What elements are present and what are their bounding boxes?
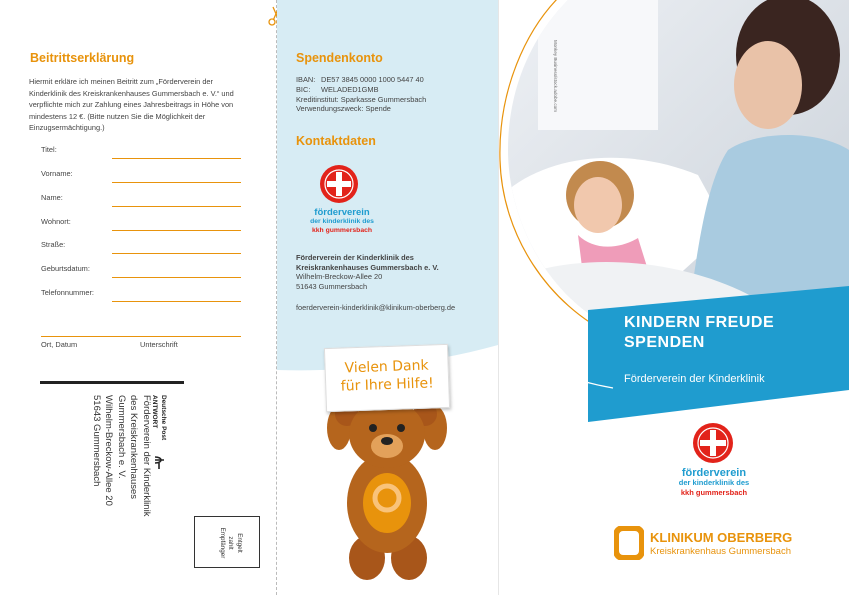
contact-email[interactable]: foerderverein-kinderklinik@klinikum-oberberg.de [296,303,456,312]
klinikum-logo-icon [614,526,644,560]
reply-card-bar [40,381,184,384]
field-wohnort[interactable]: Wohnort: [41,217,241,231]
field-titel[interactable]: Titel: [41,145,241,159]
field-vorname[interactable]: Vorname: [41,169,241,183]
photo-credit: Monkey Business/stock.adobe.com [553,40,558,113]
iban-value: DE57 3845 0000 1000 5447 40 [321,75,424,84]
stamp-box: Entgelt zahlt Empfänger [194,516,260,568]
clinic-sub: Kreiskrankenhaus Gummersbach [650,546,791,557]
membership-title: Beitrittserklärung [30,51,135,65]
clinic-name: KLINIKUM OBERBERG [650,530,793,545]
postal-type: ANTWORT [151,395,158,429]
thank-you-sign: Vielen Dank für Ihre Hilfe! [324,344,450,412]
field-geburtsdatum[interactable]: Geburtsdatum: [41,264,241,278]
foerderverein-logo: förderverein der kinderklinik des kkh gummersbach [297,160,387,245]
cover-foerderverein-logo: förderverein der kinderklinik des kkh gummersbach [656,418,772,506]
cover-logo-cross-icon [690,420,736,466]
blue-banner-shape [498,280,849,430]
cover-headline: KINDERN FREUDE SPENDEN [624,314,775,351]
donation-rows: IBAN: DE57 3845 0000 1000 5447 40 BIC: WELADED1GMB Kreditinstitut: Sparkasse Gummersbach Verwendungszweck: Spende [296,75,427,114]
donation-panel [277,0,498,595]
signature-label: Unterschrift [140,340,178,349]
contact-address: Förderverein der Kinderklinik des Kreiskrankenhauses Gummersbach e. V. Wilhelm-Breckow-Allee 20 51643 Gummersbach [296,253,439,291]
reply-address: Förderverein der Kinderklinik des Kreiskrankenhauses Gummersbach e. V. Wilhelm-Breckow-Allee 20 51643 Gummersbach [91,395,152,517]
contact-title: Kontaktdaten [296,134,376,148]
field-telefonnummer[interactable]: Telefonnummer: [41,288,241,302]
membership-panel [0,0,276,595]
cover-panel [498,0,849,595]
postal-brand: Deutsche Post [160,395,167,441]
field-name[interactable]: Name: [41,193,241,207]
logo-cross-icon [317,162,361,206]
donation-title: Spendenkonto [296,51,383,65]
posthorn-icon [152,455,166,471]
place-date-label: Ort, Datum [41,340,78,349]
field-strasse[interactable]: Straße: [41,240,241,254]
signature-line[interactable] [41,336,241,337]
cover-subtitle: Förderverein der Kinderklinik [624,373,765,385]
fold-line [498,0,499,595]
bic-value: WELADED1GMB [321,84,379,94]
membership-body: Hiermit erkläre ich meinen Beitritt zum „Förderverein der Kinderklinik des Kreiskrankenhauses Gummersbach e. V.“ und verpflichte mich zur Zahlung eines Jahresbeitrags in Höhe von mindestens 12 €. (Bitte nutzen Sie die Möglichkeit der Einzugsermächtigung.) [29,77,234,132]
